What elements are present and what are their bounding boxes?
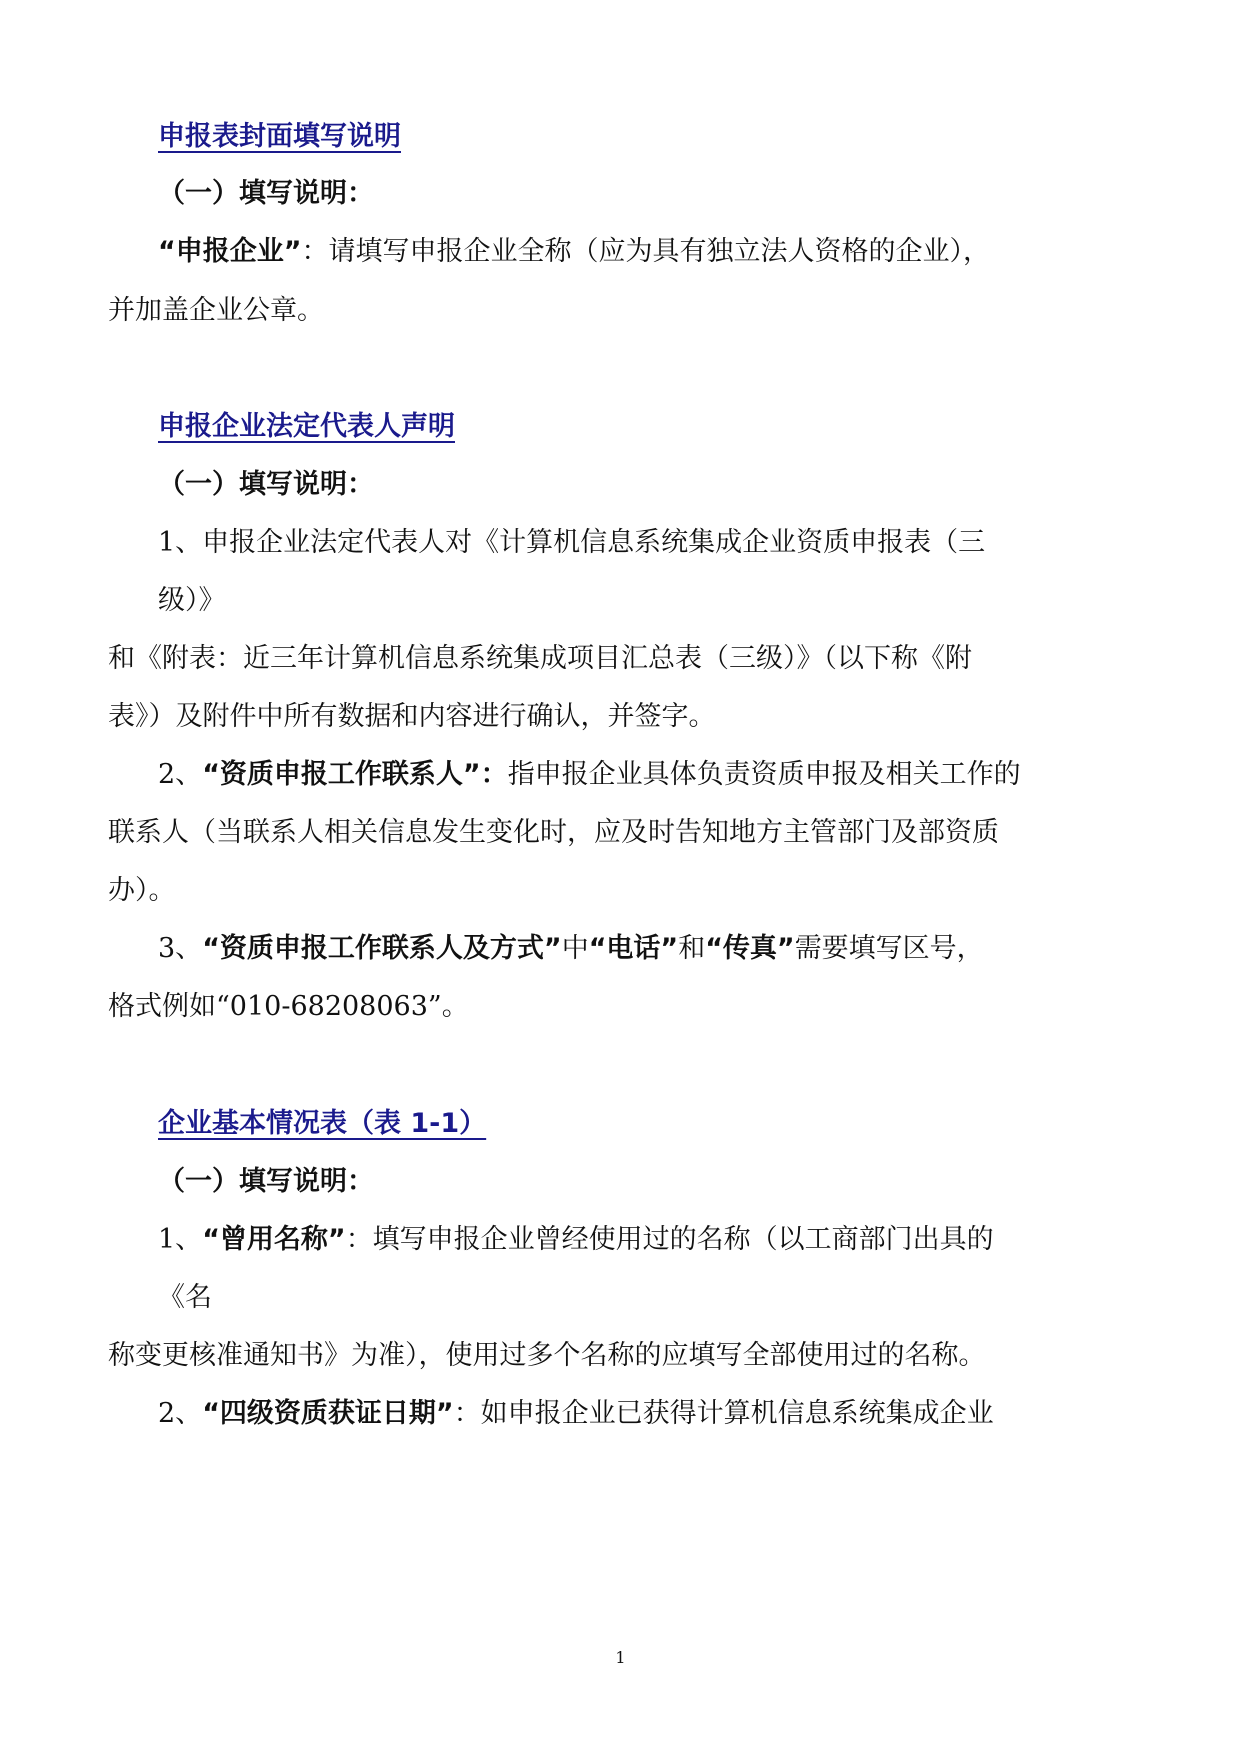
paragraph-text: 需要填写区号， <box>794 933 984 964</box>
paragraph-text: ：填写申报企业曾经使用过的名称（以工商部门出具的 <box>345 1224 994 1255</box>
paragraph-line: 称变更核准通知书》为准），使用过多个名称的应填写全部使用过的名称。 <box>108 1340 986 1371</box>
subheading-instructions: （一）填写说明： <box>158 178 374 209</box>
paragraph-line: 《名 <box>158 1282 212 1313</box>
paragraph-text: 和 <box>678 933 706 964</box>
paragraph-text: 中 <box>561 933 589 964</box>
paragraph-text: ：请填写申报企业全称（应为具有独立法人资格的企业）， <box>301 236 990 267</box>
paragraph-line: 并加盖企业公章。 <box>108 295 324 326</box>
section-heading-basic-info: 企业基本情况表（表 1-1） <box>158 1108 487 1139</box>
paragraph-line <box>158 935 984 962</box>
paragraph-line: 办）。 <box>108 875 176 906</box>
paragraph-line: 1、申报企业法定代表人对《计算机信息系统集成企业资质申报表（三 <box>158 527 986 558</box>
subheading-instructions: （一）填写说明： <box>158 1166 374 1197</box>
item-number: 2、 <box>158 1398 203 1429</box>
paragraph-line <box>158 238 990 265</box>
item-number: 1、 <box>158 1224 203 1255</box>
subheading-instructions: （一）填写说明： <box>158 469 374 500</box>
page-number: 1 <box>615 1648 626 1667</box>
bold-term: “曾用名称” <box>202 1224 346 1255</box>
paragraph-line <box>158 1400 994 1427</box>
item-number: 3、 <box>158 933 203 964</box>
paragraph-line <box>158 1226 994 1253</box>
bold-term: “资质申报工作联系人及方式” <box>202 933 562 964</box>
paragraph-line: 表》）及附件中所有数据和内容进行确认，并签字。 <box>108 701 716 732</box>
bold-term: “申报企业” <box>158 236 302 267</box>
bold-term: “四级资质获证日期” <box>202 1398 454 1429</box>
paragraph-text: ：如申报企业已获得计算机信息系统集成企业 <box>453 1398 994 1429</box>
bold-term: “电话” <box>588 933 679 964</box>
bold-term: “资质申报工作联系人”： <box>202 759 508 790</box>
section-heading-cover: 申报表封面填写说明 <box>158 121 401 152</box>
paragraph-line: 级）》 <box>158 585 226 616</box>
paragraph-line <box>158 761 1021 788</box>
bold-term: “传真” <box>705 933 795 964</box>
section-heading-legal-rep: 申报企业法定代表人声明 <box>158 411 455 442</box>
paragraph-line: 和《附表：近三年计算机信息系统集成项目汇总表（三级）》（以下称《附 <box>108 643 972 674</box>
paragraph-text: 指申报企业具体负责资质申报及相关工作的 <box>507 759 1021 790</box>
paragraph-line: 格式例如“010-68208063”。 <box>108 991 469 1022</box>
item-number: 2、 <box>158 759 203 790</box>
paragraph-line: 联系人（当联系人相关信息发生变化时，应及时告知地方主管部门及部资质 <box>108 817 999 848</box>
